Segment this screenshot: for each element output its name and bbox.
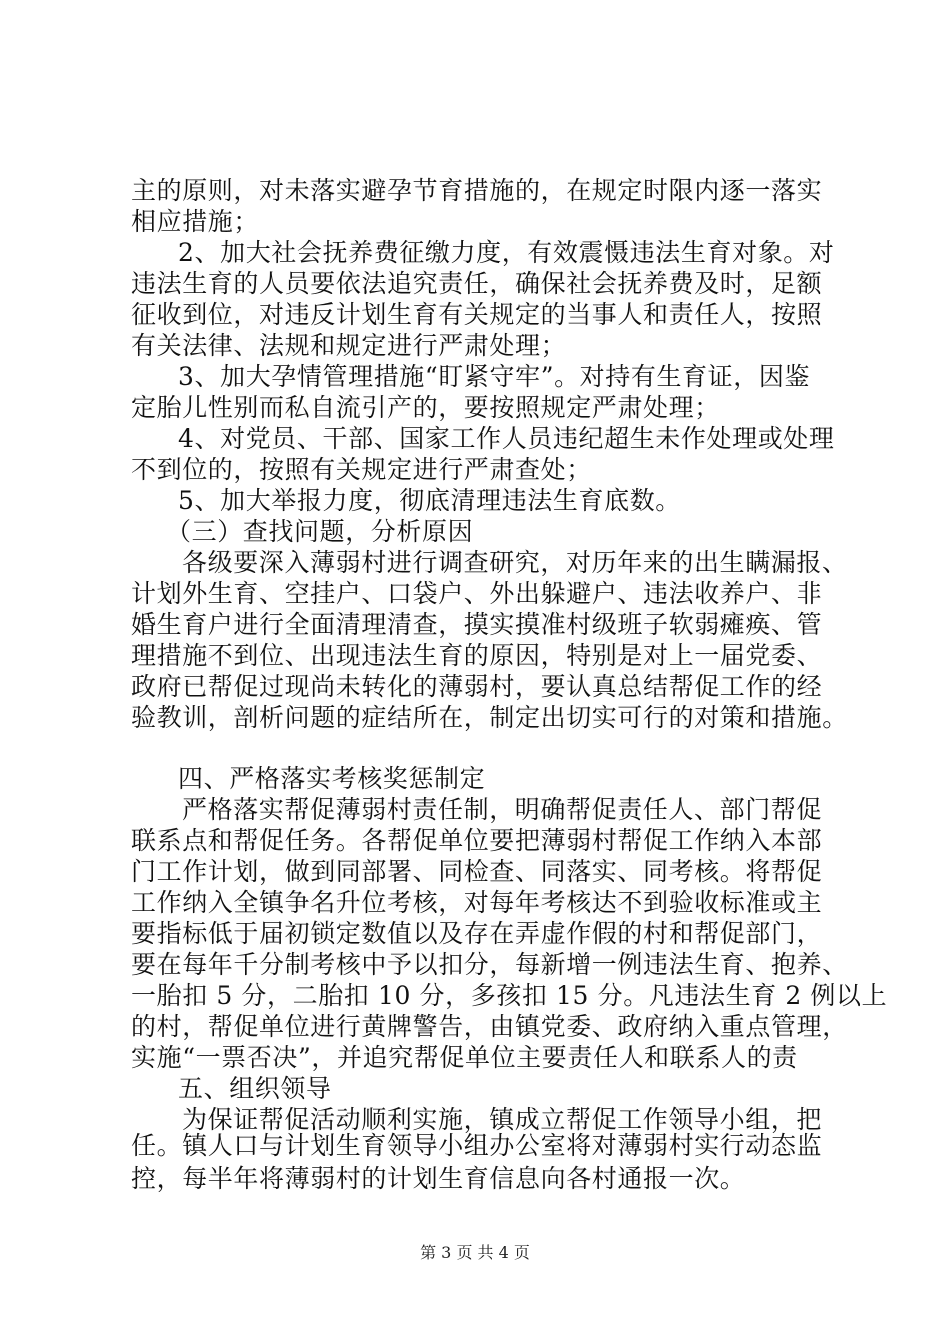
body-text-line: 2、加大社会抚养费征缴力度，有效震慑违法生育对象。对 (178, 238, 835, 267)
body-text-line: 联系点和帮促任务。各帮促单位要把薄弱村帮促工作纳入本部 (131, 826, 823, 855)
body-text-line: 主的原则，对未落实避孕节育措施的，在规定时限内逐一落实 (131, 176, 823, 205)
body-text-line: 政府已帮促过现尚未转化的薄弱村，要认真总结帮促工作的经 (131, 672, 823, 701)
body-text-line: 控，每半年将薄弱村的计划生育信息向各村通报一次。 (131, 1164, 746, 1193)
body-text-line: 要指标低于届初锁定数值以及存在弄虚作假的村和帮促部门， (131, 919, 823, 948)
body-text-line: 有关法律、法规和规定进行严肃处理； (131, 331, 567, 360)
body-text-line: 一胎扣 5 分，二胎扣 10 分，多孩扣 15 分。凡违法生育 2 例以上 (131, 981, 888, 1010)
body-text-line: 实施“一票否决”，并追究帮促单位主要责任人和联系人的责 (131, 1043, 798, 1072)
body-text-line: 工作纳入全镇争名升位考核，对每年考核达不到验收标准或主 (131, 888, 823, 917)
body-text-line: 门工作计划，做到同部署、同检查、同落实、同考核。将帮促 (131, 857, 823, 886)
body-text-line: 计划外生育、空挂户、口袋户、外出躲避户、违法收养户、非 (131, 579, 823, 608)
body-text-line: 严格落实帮促薄弱村责任制，明确帮促责任人、部门帮促 (182, 795, 823, 824)
body-text-line: 征收到位，对违反计划生育有关规定的当事人和责任人，按照 (131, 300, 823, 329)
body-text-line: 任。镇人口与计划生育领导小组办公室将对薄弱村实行动态监 (131, 1131, 823, 1160)
body-text-line: 5、加大举报力度，彻底清理违法生育底数。 (178, 486, 681, 515)
body-text-line: 的村，帮促单位进行黄牌警告，由镇党委、政府纳入重点管理， (131, 1012, 848, 1041)
section-heading: 五、组织领导 (178, 1074, 332, 1103)
body-text-line: 不到位的，按照有关规定进行严肃查处； (131, 455, 592, 484)
section-heading: 四、严格落实考核奖惩制定 (178, 764, 486, 793)
body-text-line: 相应措施； (131, 207, 260, 236)
body-text-line: 为保证帮促活动顺利实施，镇成立帮促工作领导小组，把 (182, 1105, 823, 1134)
body-text-line: 定胎儿性别而私自流引产的，要按照规定严肃处理； (131, 393, 720, 422)
section-heading: （三）查找问题，分析原因 (166, 517, 474, 546)
body-text-line: 理措施不到位、出现违法生育的原因，特别是对上一届党委、 (131, 641, 823, 670)
body-text-line: 各级要深入薄弱村进行调查研究，对历年来的出生瞒漏报、 (182, 548, 848, 577)
body-text-line: 验教训，剖析问题的症结所在，制定出切实可行的对策和措施。 (131, 703, 848, 732)
body-text-line: 婚生育户进行全面清理清查，摸实摸准村级班子软弱瘫痪、管 (131, 610, 823, 639)
body-text-line: 违法生育的人员要依法追究责任，确保社会抚养费及时，足额 (131, 269, 823, 298)
body-text-line: 要在每年千分制考核中予以扣分，每新增一例违法生育、抱养、 (131, 950, 848, 979)
body-text-line: 3、加大孕情管理措施“盯紧守牢”。对持有生育证，因鉴 (178, 362, 811, 391)
page-number-footer: 第 3 页 共 4 页 (420, 1243, 530, 1262)
body-text-line: 4、对党员、干部、国家工作人员违纪超生未作处理或处理 (178, 424, 835, 453)
